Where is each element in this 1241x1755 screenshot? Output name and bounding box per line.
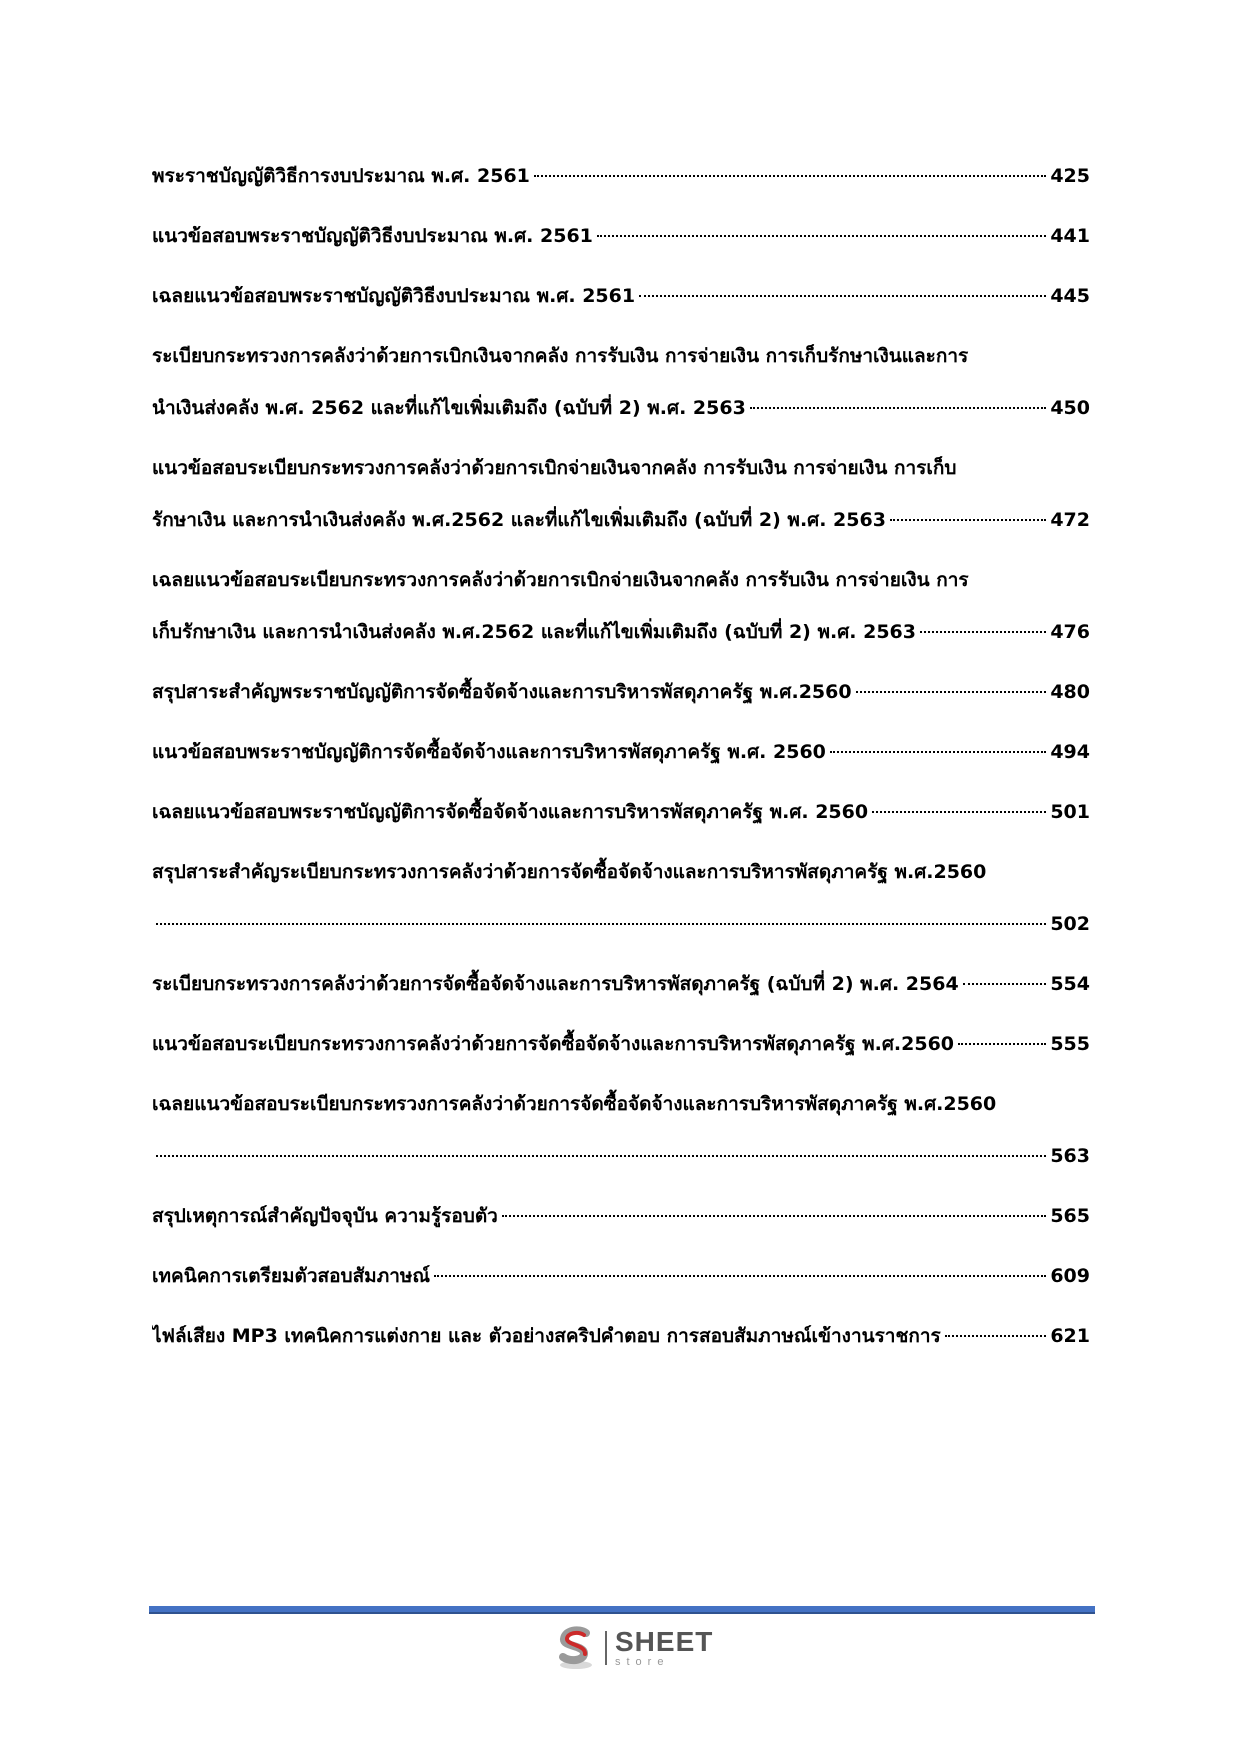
toc-page-number: 609 bbox=[1050, 1265, 1090, 1287]
toc-page-number: 502 bbox=[1050, 913, 1090, 935]
toc-page-number: 445 bbox=[1050, 285, 1090, 307]
toc-page-number: 480 bbox=[1050, 681, 1090, 703]
toc-entry-title: สรุปเหตุการณ์สำคัญปัจจุบัน ความรู้รอบตัว bbox=[152, 1205, 498, 1227]
toc-entry-title-line: เก็บรักษาเงิน และการนำเงินส่งคลัง พ.ศ.2562 และที่แก้ไขเพิ่มเติมถึง (ฉบับที่ 2) พ.ศ. 2563 bbox=[152, 621, 916, 643]
toc-page-number: 563 bbox=[1050, 1145, 1090, 1167]
toc-dot-leader bbox=[750, 407, 1047, 409]
toc-entry-last-line bbox=[152, 494, 1090, 546]
toc-entry-title: พระราชบัญญัติวิธีการงบประมาณ พ.ศ. 2561 bbox=[152, 165, 530, 187]
toc-entry bbox=[152, 210, 1090, 262]
toc-page-number: 501 bbox=[1050, 801, 1090, 823]
toc-entry bbox=[152, 270, 1090, 322]
logo-word: SHEET bbox=[615, 1626, 714, 1657]
sheet-store-logo-icon bbox=[553, 1625, 599, 1671]
toc-entry-last-line bbox=[152, 606, 1090, 658]
toc-entry-title-line: แนวข้อสอบระเบียบกระทรวงการคลังว่าด้วยการเบิกจ่ายเงินจากคลัง การรับเงิน การจ่ายเงิน การเก็บ bbox=[152, 457, 957, 479]
toc-dot-leader bbox=[434, 1275, 1046, 1277]
toc-entry-title-line: สรุปสาระสำคัญระเบียบกระทรวงการคลังว่าด้วยการจัดซื้อจัดจ้างและการบริหารพัสดุภาครัฐ พ.ศ.2560 bbox=[152, 861, 987, 883]
toc-entry-title-line: เฉลยแนวข้อสอบระเบียบกระทรวงการคลังว่าด้วยการจัดซื้อจัดจ้างและการบริหารพัสดุภาครัฐ พ.ศ.2560 bbox=[152, 1093, 997, 1115]
toc-entry-title-line: รักษาเงิน และการนำเงินส่งคลัง พ.ศ.2562 และที่แก้ไขเพิ่มเติมถึง (ฉบับที่ 2) พ.ศ. 2563 bbox=[152, 509, 886, 531]
toc-entry bbox=[152, 958, 1090, 1010]
toc-entry-title: ระเบียบกระทรวงการคลังว่าด้วยการจัดซื้อจัดจ้างและการบริหารพัสดุภาครัฐ (ฉบับที่ 2) พ.ศ. 2564 bbox=[152, 973, 959, 995]
sheet-store-logo bbox=[553, 1623, 713, 1673]
toc-dot-leader bbox=[830, 751, 1046, 753]
toc-dot-leader bbox=[872, 811, 1046, 813]
toc-dot-leader bbox=[963, 983, 1047, 985]
toc-page-number: 472 bbox=[1050, 509, 1090, 531]
toc-entry bbox=[152, 726, 1090, 778]
toc-entry bbox=[152, 1078, 1090, 1182]
toc-dot-leader bbox=[958, 1043, 1046, 1045]
toc-page-number: 441 bbox=[1050, 225, 1090, 247]
toc-entry-title: ไฟล์เสียง MP3 เทคนิคการแต่งกาย และ ตัวอย่างสคริปคำตอบ การสอบสัมภาษณ์เข้างานราชการ bbox=[152, 1325, 941, 1347]
toc-page-number: 555 bbox=[1050, 1033, 1090, 1055]
toc-entry-last-line bbox=[152, 382, 1090, 434]
logo-separator bbox=[605, 1631, 607, 1665]
toc-page-number: 476 bbox=[1050, 621, 1090, 643]
toc-entry bbox=[152, 1190, 1090, 1242]
toc-dot-leader bbox=[597, 235, 1046, 237]
toc-page-number: 425 bbox=[1050, 165, 1090, 187]
toc-dot-leader bbox=[890, 519, 1046, 521]
toc-entry-title: เทคนิคการเตรียมตัวสอบสัมภาษณ์ bbox=[152, 1265, 431, 1287]
toc-entry bbox=[152, 1250, 1090, 1302]
toc-entry bbox=[152, 150, 1090, 202]
toc-entry bbox=[152, 554, 1090, 658]
toc-entry-title: สรุปสาระสำคัญพระราชบัญญัติการจัดซื้อจัดจ้างและการบริหารพัสดุภาครัฐ พ.ศ.2560 bbox=[152, 681, 852, 703]
toc-dot-leader bbox=[856, 691, 1047, 693]
toc-page-number: 450 bbox=[1050, 397, 1090, 419]
toc-dot-leader bbox=[156, 1155, 1046, 1157]
logo-subword: store bbox=[615, 1656, 670, 1668]
toc-dot-leader bbox=[502, 1215, 1046, 1217]
toc-entry-title: แนวข้อสอบพระราชบัญญัติการจัดซื้อจัดจ้างและการบริหารพัสดุภาครัฐ พ.ศ. 2560 bbox=[152, 741, 826, 763]
toc-entry bbox=[152, 666, 1090, 718]
toc-entry-title-line: ระเบียบกระทรวงการคลังว่าด้วยการเบิกเงินจากคลัง การรับเงิน การจ่ายเงิน การเก็บรักษาเงินและการ bbox=[152, 345, 969, 367]
toc-entry bbox=[152, 1310, 1090, 1362]
toc-entry bbox=[152, 1018, 1090, 1070]
toc-entry-title: เฉลยแนวข้อสอบพระราชบัญญัติวิธีงบประมาณ พ.ศ. 2561 bbox=[152, 285, 636, 307]
toc-dot-leader bbox=[920, 631, 1046, 633]
toc-entry-title-line: นำเงินส่งคลัง พ.ศ. 2562 และที่แก้ไขเพิ่มเติมถึง (ฉบับที่ 2) พ.ศ. 2563 bbox=[152, 397, 746, 419]
toc-entry-title: แนวข้อสอบระเบียบกระทรวงการคลังว่าด้วยการจัดซื้อจัดจ้างและการบริหารพัสดุภาครัฐ พ.ศ.2560 bbox=[152, 1033, 955, 1055]
toc-entry bbox=[152, 786, 1090, 838]
toc-dot-leader bbox=[945, 1335, 1047, 1337]
toc-entry-title: แนวข้อสอบพระราชบัญญัติวิธีงบประมาณ พ.ศ. 2561 bbox=[152, 225, 593, 247]
toc-entry-title-line: เฉลยแนวข้อสอบระเบียบกระทรวงการคลังว่าด้วยการเบิกจ่ายเงินจากคลัง การรับเงิน การจ่ายเงิน การ bbox=[152, 569, 969, 591]
toc-page-number: 494 bbox=[1050, 741, 1090, 763]
toc-entry bbox=[152, 330, 1090, 434]
toc-entry bbox=[152, 442, 1090, 546]
toc-page-number: 554 bbox=[1050, 973, 1090, 995]
toc-entry-last-line bbox=[152, 898, 1090, 950]
table-of-contents bbox=[152, 150, 1090, 1370]
toc-page-number: 621 bbox=[1050, 1325, 1090, 1347]
toc-entry-last-line bbox=[152, 1130, 1090, 1182]
toc-entry bbox=[152, 846, 1090, 950]
toc-dot-leader bbox=[534, 175, 1046, 177]
toc-entry-title: เฉลยแนวข้อสอบพระราชบัญญัติการจัดซื้อจัดจ้างและการบริหารพัสดุภาครัฐ พ.ศ. 2560 bbox=[152, 801, 869, 823]
toc-dot-leader bbox=[156, 923, 1046, 925]
toc-dot-leader bbox=[639, 295, 1046, 297]
footer-rule bbox=[149, 1606, 1095, 1614]
toc-page-number: 565 bbox=[1050, 1205, 1090, 1227]
logo-text bbox=[615, 1628, 713, 1668]
